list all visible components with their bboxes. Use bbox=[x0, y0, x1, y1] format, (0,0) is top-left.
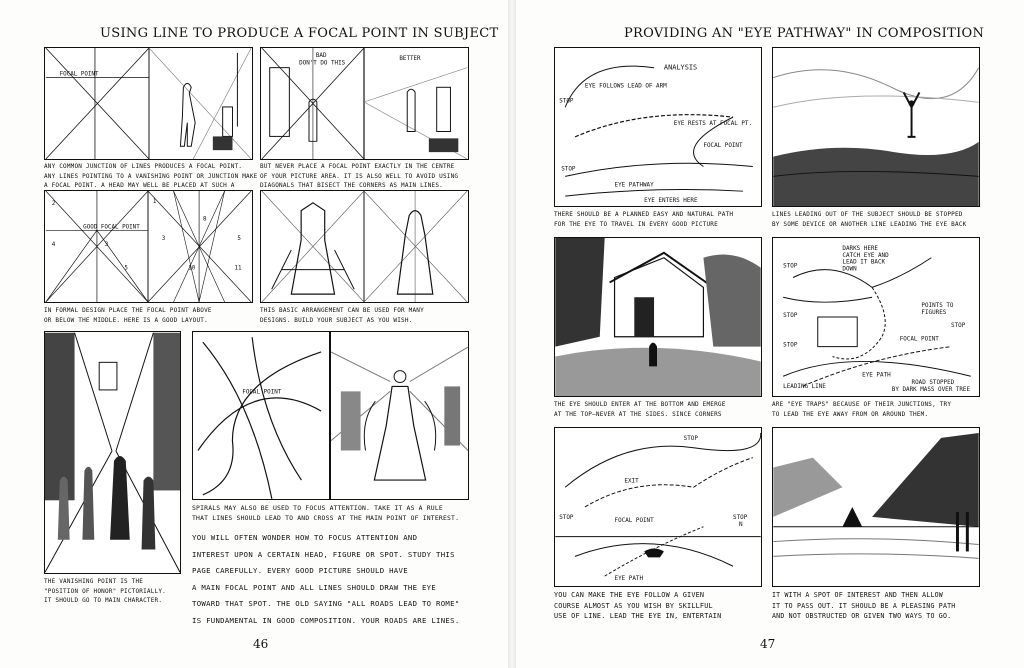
eye-follows-label: EYE FOLLOWS LEAD OF ARM bbox=[584, 83, 667, 90]
stop-n-line: N bbox=[738, 521, 743, 528]
good-focal-point-label: GOOD FOCAL POINT bbox=[83, 224, 140, 231]
thirds-number: 10 bbox=[188, 265, 196, 272]
darks-diagram-drawing bbox=[773, 238, 979, 396]
caption-enter-bottom: THE EYE SHOULD ENTER AT THE BOTTOM AND EMERGE AT THE TOP—NEVER AT THE SIDES. SINCE CORNERS bbox=[554, 401, 726, 418]
thirds-number: 1 bbox=[152, 198, 157, 205]
stop-n-label bbox=[733, 515, 751, 528]
stop-label: STOP bbox=[783, 263, 798, 270]
thirds-number: 3 bbox=[161, 236, 166, 243]
analysis-diagram-drawing bbox=[555, 48, 761, 206]
panel-woman-figure bbox=[330, 331, 469, 500]
points-to-figures-line: FIGURES bbox=[921, 310, 947, 317]
caption-formal-design: IN FORMAL DESIGN PLACE THE FOCAL POINT ABOVE OR BELOW THE MIDDLE. HERE IS A GOOD LAYOUT. bbox=[44, 307, 212, 324]
panel-analysis-diagram bbox=[554, 47, 762, 207]
darks-here-line: DOWN bbox=[842, 266, 857, 273]
left-body-text: YOU WILL OFTEN WONDER HOW TO FOCUS ATTENTION AND INTEREST UPON A CERTAIN HEAD, FIGURE OR SPOT. STUDY THIS PAGE CAREFULLY. EVERY GOOD PICTURE SHOULD HAVE A MAIN FOCAL POINT AND ALL LINES SHOULD DRAW THE EYE TOWARD THAT SPOT. THE OLD SAYING "ALL ROADS LEAD TO ROME" IS FUNDAMENTAL IN GOOD COMPOSITION. YOUR ROADS ARE LINES. bbox=[192, 533, 460, 625]
right-page-title: PROVIDING AN "EYE PATHWAY" IN COMPOSITION bbox=[624, 26, 985, 41]
layout-number: 4 bbox=[51, 242, 56, 249]
road-stopped-label bbox=[892, 380, 971, 393]
points-to-figures-label bbox=[921, 303, 957, 316]
road-stopped-line: ROAD STOPPED bbox=[911, 380, 955, 387]
focal-point-label: FOCAL POINT bbox=[59, 71, 99, 78]
woman-figure-drawing bbox=[331, 332, 468, 499]
book-gutter bbox=[508, 0, 516, 668]
panel-street-scene bbox=[44, 331, 181, 574]
panel-bad-better bbox=[260, 47, 469, 160]
panel-darks-diagram bbox=[772, 237, 980, 397]
eye-enters-label: EYE ENTERS HERE bbox=[644, 198, 698, 205]
figure-landscape-drawing bbox=[773, 48, 979, 206]
bad-label: BAD bbox=[315, 52, 327, 59]
caption-spot-of-interest: IT WITH A SPOT OF INTEREST AND THEN ALLOW IT TO PASS OUT. IT SHOULD BE A PLEASING PATH AND NOT OBSTRUCTED OR GIVEN TWO WAYS TO GO. bbox=[772, 591, 956, 620]
left-page-number: 46 bbox=[253, 637, 269, 651]
thirds-number: 5 bbox=[237, 236, 241, 243]
eye-rests-label: EYE RESTS AT FOCAL PT. bbox=[673, 121, 753, 128]
panel-spiral-lines bbox=[192, 331, 330, 500]
caption-eye-traps: ARE "EYE TRAPS" BECAUSE OF THEIR JUNCTIONS, TRY TO LEAD THE EYE AWAY FROM OR AROUND THEM. bbox=[772, 401, 952, 418]
spiral-focal-point-label: FOCAL POINT bbox=[242, 389, 282, 396]
better-label: BETTER bbox=[399, 55, 421, 62]
stop-n-line: STOP bbox=[733, 514, 748, 521]
darks-here-line: LEAD IT BACK bbox=[842, 259, 886, 266]
caption-never-center: BUT NEVER PLACE A FOCAL POINT EXACTLY IN THE CENTRE OF YOUR PICTURE AREA. IT IS ALSO WELL TO AVOID USING DIAGONALS THAT BISECT THE CORNERS AS MAIN LINES. bbox=[260, 163, 459, 189]
caption-basic-arrangement: THIS BASIC ARRANGEMENT CAN BE USED FOR MANY DESIGNS. BUILD YOUR SUBJECT AS YOU WISH. bbox=[260, 307, 424, 324]
caption-vanishing-point: THE VANISHING POINT IS THE "POSITION OF HONOR" PICTORIALLY. IT SHOULD GO TO MAIN CHARACTER. bbox=[44, 578, 166, 604]
caption-planned-path: THERE SHOULD BE A PLANNED EASY AND NATURAL PATH FOR THE EYE TO TRAVEL IN EVERY GOOD PICTURE bbox=[554, 211, 734, 228]
exit-focal-point-label: FOCAL POINT bbox=[614, 517, 654, 524]
stop-label: STOP bbox=[559, 98, 574, 105]
darks-here-line: CATCH EYE AND bbox=[842, 252, 889, 259]
eye-path-label: EYE PATH bbox=[862, 372, 891, 379]
analysis-label: ANALYSIS bbox=[663, 63, 698, 72]
exit-label: EXIT bbox=[624, 478, 639, 485]
mountain-lake-drawing bbox=[773, 428, 979, 586]
leading-line-label: LEADING LINE bbox=[783, 384, 826, 391]
thirds-number: 11 bbox=[234, 265, 242, 272]
stop-label: STOP bbox=[559, 514, 574, 521]
left-page-title: USING LINE TO PRODUCE A FOCAL POINT IN SUBJECT bbox=[100, 26, 499, 41]
street-scene-drawing bbox=[45, 332, 180, 573]
exit-diagram-drawing bbox=[555, 428, 761, 586]
eye-pathway-label: EYE PATHWAY bbox=[614, 182, 654, 189]
caption-lines-stopped: LINES LEADING OUT OF THE SUBJECT SHOULD BE STOPPED BY SOME DEVICE OR ANOTHER LINE LEADING THE EYE BACK bbox=[772, 211, 967, 228]
layout-number: 3 bbox=[104, 242, 109, 249]
analysis-focal-point-label: FOCAL POINT bbox=[703, 142, 743, 149]
panel-figure-landscape bbox=[772, 47, 980, 207]
spiral-lines-drawing bbox=[193, 332, 329, 499]
right-page-number: 47 bbox=[760, 637, 776, 651]
points-to-figures-line: POINTS TO bbox=[921, 303, 954, 310]
panel-formal-layout bbox=[44, 190, 253, 303]
cabin-scene-drawing bbox=[555, 238, 761, 396]
panel-mountain-lake bbox=[772, 427, 980, 587]
panel-exit-diagram bbox=[554, 427, 762, 587]
caption-junction: ANY COMMON JUNCTION OF LINES PRODUCES A FOCAL POINT. ANY LINES POINTING TO A VANISHING POINT OR JUNCTION MAKE A FOCAL POINT. A HEAD MAY WELL BE PLACED AT SUCH A bbox=[44, 163, 258, 189]
stop-label: STOP bbox=[783, 313, 798, 319]
caption-spirals: SPIRALS MAY ALSO BE USED TO FOCUS ATTENTION. TAKE IT AS A RULE THAT LINES SHOULD LEAD TO AND CROSS AT THE MAIN POINT OF INTEREST. bbox=[192, 504, 460, 522]
darks-focal-point-label: FOCAL POINT bbox=[899, 336, 939, 343]
exit-eye-path-label: EYE PATH bbox=[614, 576, 644, 583]
stop-label: STOP bbox=[683, 435, 698, 442]
dont-do-this-label: DON'T DO THIS bbox=[299, 60, 346, 67]
caption-follow-course: YOU CAN MAKE THE EYE FOLLOW A GIVEN COURSE ALMOST AS YOU WISH BY SKILLFUL USE OF LINE. LEAD THE EYE IN, ENTERTAIN bbox=[554, 591, 722, 620]
basic-arrangement-drawing bbox=[261, 191, 468, 302]
bad-better-drawing bbox=[261, 48, 468, 159]
junction-figure-drawing bbox=[45, 48, 252, 159]
stop-label: STOP bbox=[783, 342, 798, 349]
layout-number: 2 bbox=[51, 200, 56, 207]
thirds-number: 8 bbox=[203, 216, 207, 223]
layout-number: 5 bbox=[124, 265, 128, 272]
darks-here-label bbox=[842, 246, 892, 273]
left-page bbox=[0, 0, 508, 668]
panel-cabin-scene bbox=[554, 237, 762, 397]
road-stopped-line: BY DARK MASS OVER TREE bbox=[891, 387, 971, 394]
formal-layout-drawing bbox=[45, 191, 252, 302]
stop-label: STOP bbox=[561, 166, 576, 173]
darks-here-line: DARKS HERE bbox=[842, 245, 878, 252]
panel-junction-figure bbox=[44, 47, 253, 160]
panel-basic-arrangement bbox=[260, 190, 469, 303]
right-page bbox=[516, 0, 1024, 668]
stop-label: STOP bbox=[951, 322, 966, 329]
